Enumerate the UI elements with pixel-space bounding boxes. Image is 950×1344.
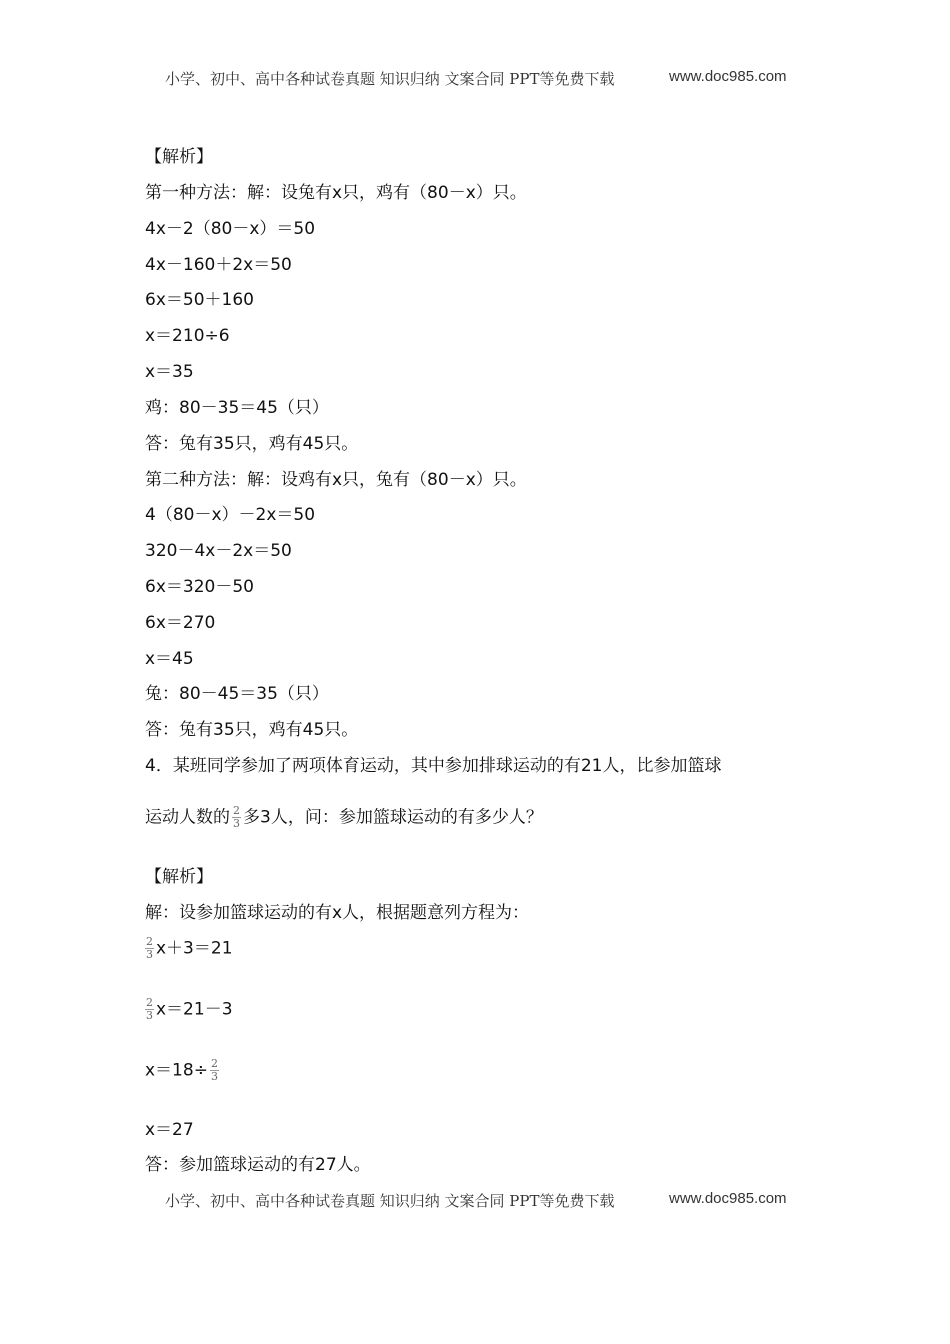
footer-text: 小学、初中、高中各种试卷真题 知识归纳 文案合同 PPT等免费下载 [165, 1192, 615, 1210]
solution-line: 兔：80－45＝35（只） [145, 684, 329, 704]
footer-url[interactable]: www.doc985.com [669, 1190, 787, 1207]
fraction-numerator: 2 [210, 1057, 218, 1070]
answer-line: 答：兔有35只，鸡有45只。 [145, 434, 359, 454]
solution-line: 6x＝270 [145, 613, 216, 633]
answer-line: 答：兔有35只，鸡有45只。 [145, 720, 359, 740]
solution-line: 鸡：80－35＝45（只） [145, 398, 329, 418]
fraction-two-thirds [145, 997, 154, 1022]
question-4-line-1: 4．某班同学参加了两项体育运动，其中参加排球运动的有21人，比参加篮球 [145, 756, 722, 776]
header-text: 小学、初中、高中各种试卷真题 知识归纳 文案合同 PPT等免费下载 [165, 70, 615, 88]
fraction-denominator: 3 [146, 948, 153, 961]
fraction-two-thirds [210, 1058, 219, 1083]
equation-text: x＝21－3 [156, 999, 233, 1020]
answer-line: 答：参加篮球运动的有27人。 [145, 1155, 371, 1175]
solution-line: 第二种方法：解：设鸡有x只，兔有（80－x）只。 [145, 470, 527, 490]
solution-line: x＝45 [145, 649, 194, 669]
question-4-text-before: 运动人数的 [145, 807, 230, 828]
solution-line: 4（80－x）－2x＝50 [145, 505, 316, 525]
fraction-denominator: 3 [146, 1009, 153, 1022]
fraction-numerator: 2 [146, 935, 153, 948]
equation-4: x＝27 [145, 1120, 194, 1140]
solution-line: 4x－160＋2x＝50 [145, 255, 292, 275]
fraction-numerator: 2 [146, 996, 153, 1009]
analysis-heading-1: 【解析】 [145, 147, 213, 167]
solution-line: 第一种方法：解：设兔有x只，鸡有（80－x）只。 [145, 183, 527, 203]
solution-line: 6x＝50＋160 [145, 290, 254, 310]
solution-intro: 解：设参加篮球运动的有x人，根据题意列方程为： [145, 903, 530, 923]
fraction-two-thirds [232, 805, 241, 830]
fraction-numerator: 2 [233, 804, 240, 817]
question-4-text-after: 多3人，问：参加篮球运动的有多少人？ [243, 807, 543, 828]
equation-text: x＝18÷ [145, 1060, 208, 1081]
fraction-denominator: 3 [233, 817, 240, 830]
fraction-two-thirds [145, 936, 154, 961]
equation-2 [145, 997, 233, 1022]
question-4-line-2 [145, 805, 543, 830]
header-url[interactable]: www.doc985.com [669, 68, 787, 85]
solution-line: x＝210÷6 [145, 326, 230, 346]
equation-3 [145, 1058, 221, 1083]
analysis-heading-2: 【解析】 [145, 867, 213, 887]
fraction-denominator: 3 [210, 1070, 218, 1083]
solution-line: x＝35 [145, 362, 194, 382]
solution-line: 320－4x－2x＝50 [145, 541, 292, 561]
solution-line: 6x＝320－50 [145, 577, 254, 597]
equation-text: x＋3＝21 [156, 938, 233, 959]
equation-1 [145, 936, 233, 961]
solution-line: 4x－2（80－x）＝50 [145, 219, 316, 239]
